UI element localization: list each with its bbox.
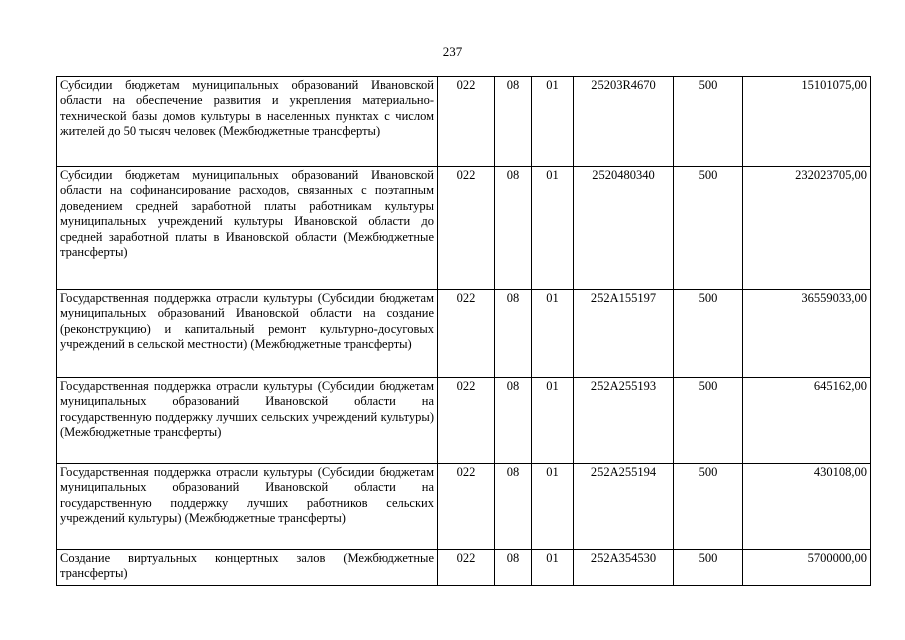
row-description: Субсидии бюджетам муниципальных образований Ивановской области на обеспечение развития и укрепления материально-технической базы домов культуры в населенных пунктах с числом жителей до 50 тысяч человек (Межбюджетные трансферты) bbox=[57, 77, 438, 167]
target-article-code: 252A155197 bbox=[574, 290, 674, 378]
row-description: Создание виртуальных концертных залов (Межбюджетные трансферты) bbox=[57, 550, 438, 586]
subsection-code: 01 bbox=[532, 550, 574, 586]
section-code: 08 bbox=[495, 378, 532, 464]
section-code: 08 bbox=[495, 464, 532, 550]
table-row bbox=[57, 167, 871, 290]
ministry-code: 022 bbox=[438, 290, 495, 378]
page-number: 237 bbox=[442, 44, 463, 59]
budget-table bbox=[56, 76, 871, 586]
target-article-code: 2520480340 bbox=[574, 167, 674, 290]
table-row bbox=[57, 77, 871, 167]
expense-type-code: 500 bbox=[674, 290, 743, 378]
subsection-code: 01 bbox=[532, 77, 574, 167]
expense-type-code: 500 bbox=[674, 77, 743, 167]
expense-type-code: 500 bbox=[674, 167, 743, 290]
section-code: 08 bbox=[495, 550, 532, 586]
row-description: Субсидии бюджетам муниципальных образований Ивановской области на софинансирование расходов, связанных с поэтапным доведением средней заработной платы работникам культуры муниципальных учреждений культуры Ивановской области до средней заработной платы в Ивановской области (Межбюджетные трансферты) bbox=[57, 167, 438, 290]
amount: 36559033,00 bbox=[743, 290, 871, 378]
amount: 5700000,00 bbox=[743, 550, 871, 586]
amount: 430108,00 bbox=[743, 464, 871, 550]
ministry-code: 022 bbox=[438, 550, 495, 586]
section-code: 08 bbox=[495, 77, 532, 167]
target-article-code: 252A354530 bbox=[574, 550, 674, 586]
expense-type-code: 500 bbox=[674, 550, 743, 586]
row-description: Государственная поддержка отрасли культуры (Субсидии бюджетам муниципальных образований Ивановской области на создание (реконструкцию) и капитальный ремонт культурно-досуговых учреждений в сельской местности) (Межбюджетные трансферты) bbox=[57, 290, 438, 378]
table-row bbox=[57, 464, 871, 550]
row-description: Государственная поддержка отрасли культуры (Субсидии бюджетам муниципальных образований Ивановской области на государственную поддержку лучших работников сельских учреждений культуры) (Межбюджетные трансферты) bbox=[57, 464, 438, 550]
subsection-code: 01 bbox=[532, 378, 574, 464]
ministry-code: 022 bbox=[438, 464, 495, 550]
amount: 232023705,00 bbox=[743, 167, 871, 290]
expense-type-code: 500 bbox=[674, 464, 743, 550]
subsection-code: 01 bbox=[532, 290, 574, 378]
target-article-code: 252A255194 bbox=[574, 464, 674, 550]
subsection-code: 01 bbox=[532, 167, 574, 290]
table-row bbox=[57, 290, 871, 378]
target-article-code: 252A255193 bbox=[574, 378, 674, 464]
row-description: Государственная поддержка отрасли культуры (Субсидии бюджетам муниципальных образований Ивановской области на государственную поддержку лучших сельских учреждений культуры) (Межбюджетные трансферты) bbox=[57, 378, 438, 464]
section-code: 08 bbox=[495, 167, 532, 290]
amount: 645162,00 bbox=[743, 378, 871, 464]
ministry-code: 022 bbox=[438, 167, 495, 290]
table-row bbox=[57, 378, 871, 464]
expense-type-code: 500 bbox=[674, 378, 743, 464]
ministry-code: 022 bbox=[438, 77, 495, 167]
target-article-code: 25203R4670 bbox=[574, 77, 674, 167]
subsection-code: 01 bbox=[532, 464, 574, 550]
amount: 15101075,00 bbox=[743, 77, 871, 167]
ministry-code: 022 bbox=[438, 378, 495, 464]
table-row bbox=[57, 550, 871, 586]
section-code: 08 bbox=[495, 290, 532, 378]
